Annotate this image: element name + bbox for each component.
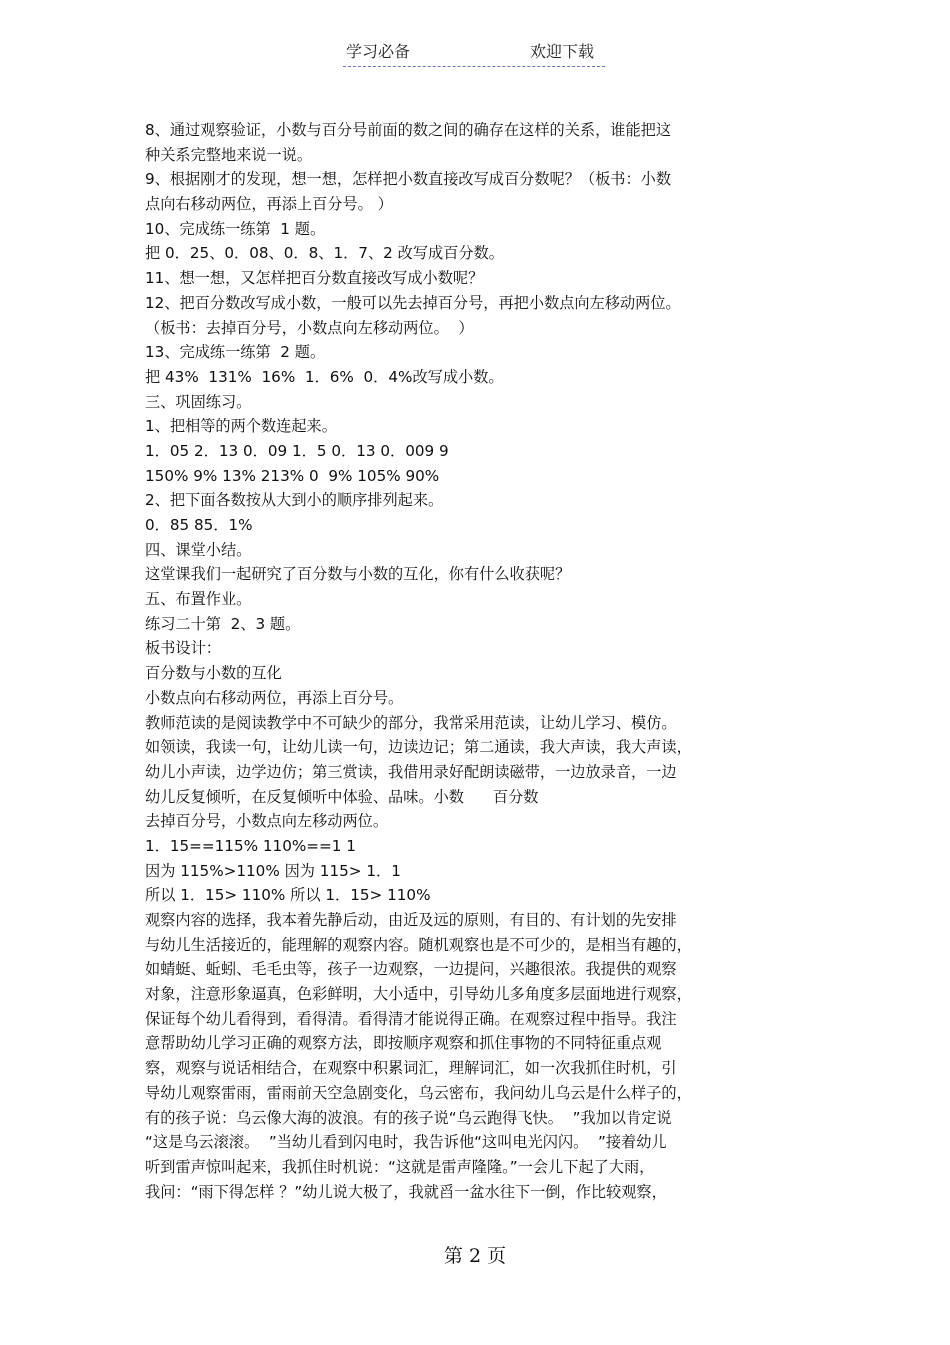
header-left-text: 学习必备	[346, 42, 411, 61]
text-line: 这堂课我们一起研究了百分数与小数的互化，你有什么收获呢？	[145, 565, 571, 584]
text-line: 12、把百分数改写成小数，一般可以先去掉百分号，再把小数点向左移动两位。	[145, 293, 681, 312]
page-header	[343, 42, 605, 67]
text-line: 意帮助幼儿学习正确的观察方法，即按顺序观察和抓住事物的不同特征重点观	[145, 1034, 662, 1053]
page-number: 第 2 页	[443, 1245, 507, 1267]
text-line: 如领读，我读一句，让幼儿读一句，边读边记；第二通读，我大声读，我大声读，	[145, 738, 692, 757]
text-line: 1．15==115% 110%==1 1	[145, 836, 356, 855]
text-line: 五、布置作业。	[145, 590, 252, 609]
text-line: 11、想一想，又怎样把百分数直接改写成小数呢？	[145, 269, 484, 288]
text-line: 三、巩固练习。	[145, 392, 252, 411]
text-line: 9、根据刚才的发现，想一想，怎样把小数直接改写成百分数呢？（板书：小数	[145, 170, 672, 189]
text-line: （板书：去掉百分号，小数点向左移动两位。 ）	[145, 318, 474, 337]
text-line: 1．05 2．13 0．09 1．5 0．13 0．009 9	[145, 441, 449, 460]
text-line: 导幼儿观察雷雨，雷雨前天空急剧变化，乌云密布，我问幼儿乌云是什么样子的，	[145, 1083, 692, 1102]
text-line: 点向右移动两位，再添上百分号。 ）	[145, 195, 393, 214]
text-line: 保证每个幼儿看得到，看得清。看得清才能说得正确。在观察过程中指导。我注	[145, 1009, 677, 1028]
text-line: 0．85 85．1%	[145, 516, 253, 534]
text-line: 8、通过观察验证，小数与百分号前面的数之间的确存在这样的关系，谁能把这	[145, 121, 672, 139]
text-line: 对象，注意形象逼真，色彩鲜明，大小适中，引导幼儿多角度多层面地进行观察，	[145, 985, 692, 1004]
text-line: 如蜻蜓、蚯蚓、毛毛虫等，孩子一边观察，一边提问，兴趣很浓。我提供的观察	[145, 960, 677, 979]
text-line: 四、课堂小结。	[145, 540, 252, 559]
document-body	[145, 118, 825, 1204]
text-line: 13、完成练一练第 2 题。	[145, 343, 326, 362]
text-line: 有的孩子说：乌云像大海的波浪。有的孩子说“乌云跑得飞快。 ”我加以肯定说	[145, 1108, 672, 1127]
text-line: “这是乌云滚滚。 ”当幼儿看到闪电时，我告诉他“这叫电光闪闪。 ”接着幼儿	[145, 1133, 667, 1152]
text-line: 150% 9% 13% 213% 0 9% 105% 90%	[145, 466, 440, 485]
text-line: 1、把相等的两个数连起来。	[145, 417, 337, 436]
text-line: 因为 115%>110% 因为 115> 1．1	[145, 861, 401, 880]
text-line: 去掉百分号，小数点向左移动两位。	[145, 812, 388, 831]
text-line: 种关系完整地来说一说。	[145, 145, 313, 164]
text-line: 把 0．25、0．08、0．8、1．7、2 改写成百分数。	[145, 244, 504, 263]
text-line: 板书设计：	[145, 639, 221, 658]
text-line: 我问：“雨下得怎样 ？”幼儿说大极了，我就舀一盆水往下一倒，作比较观察，	[145, 1182, 667, 1201]
text-line: 2、把下面各数按从大到小的顺序排列起来。	[145, 491, 444, 510]
text-line: 练习二十第 2、3 题。	[145, 614, 301, 633]
text-line: 幼儿反复倾听，在反复倾听中体验、品味。小数 百分数	[145, 787, 539, 806]
text-line: 幼儿小声读，边学边仿；第三赏读，我借用录好配朗读磁带，一边放录音，一边	[145, 762, 677, 781]
text-line: 与幼儿生活接近的，能理解的观察内容。随机观察也是不可少的，是相当有趣的，	[145, 935, 692, 954]
text-line: 所以 1．15> 110% 所以 1．15> 110%	[145, 886, 431, 905]
text-line: 察，观察与说话相结合，在观察中积累词汇，理解词汇，如一次我抓住时机，引	[145, 1059, 677, 1078]
text-line: 小数点向右移动两位，再添上百分号。	[145, 688, 404, 707]
header-right-text: 欢迎下载	[530, 42, 595, 61]
text-line: 听到雷声惊叫起来，我抓住时机说：“这就是雷声隆隆。”一会儿下起了大雨，	[145, 1157, 655, 1176]
text-line: 10、完成练一练第 1 题。	[145, 219, 326, 238]
text-line: 百分数与小数的互化	[145, 664, 282, 683]
text-line: 把 43% 131% 16% 1．6% 0．4%改写成小数。	[145, 367, 504, 386]
text-line: 教师范读的是阅读教学中不可缺少的部分，我常采用范读，让幼儿学习、模仿。	[145, 713, 677, 732]
text-line: 观察内容的选择，我本着先静后动，由近及远的原则，有目的、有计划的先安排	[145, 911, 677, 929]
